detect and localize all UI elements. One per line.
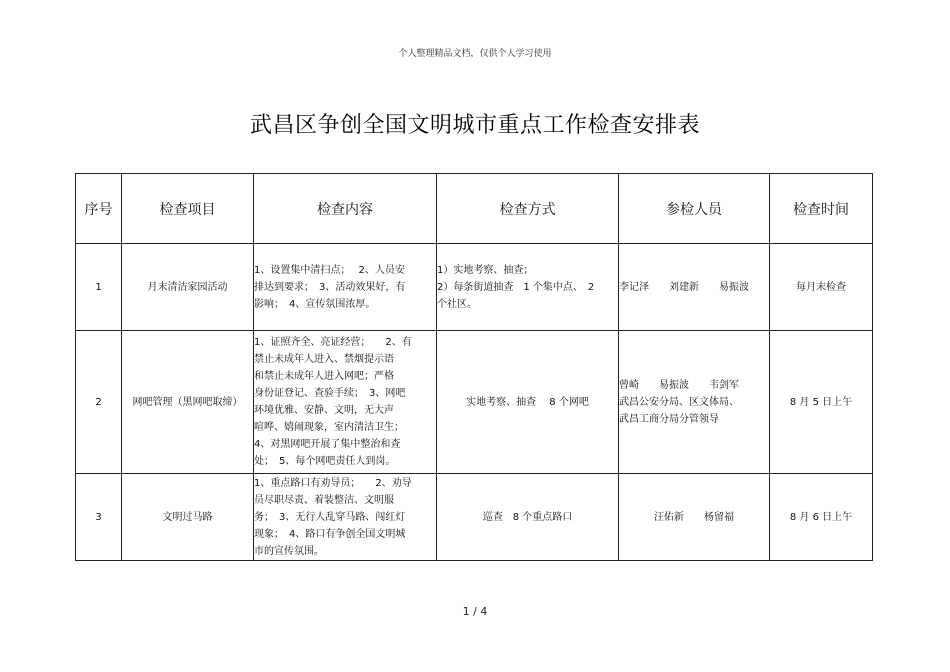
table-row	[76, 474, 873, 561]
cell-no: 1	[76, 244, 122, 331]
cell-time: 8 月 5 日上午	[770, 331, 873, 474]
cell-people: 李记泽 刘建新 易振波	[619, 244, 770, 331]
cell-item: 网吧管理（黑网吧取缔）	[122, 331, 254, 474]
cell-no: 3	[76, 474, 122, 561]
cell-people: 汪佑新 杨留福	[619, 474, 770, 561]
cell-method: 巡查 8 个重点路口	[437, 474, 619, 561]
table-row	[76, 244, 873, 331]
cell-method: 实地考察、抽查 8 个网吧	[437, 331, 619, 474]
header-content: 检查内容	[254, 174, 437, 244]
cell-item: 月末清洁家园活动	[122, 244, 254, 331]
table-header-row	[76, 174, 873, 244]
cell-method: 1）实地考察、抽查； 2）每条街道抽查 1 个集中点、 2 个社区。	[437, 244, 619, 331]
header-watermark: 个人整理精品文档，仅供个人学习使用	[398, 49, 552, 59]
cell-people: 曾崎 易振波 韦剑军 武昌公安分局、区文体局、 武昌工商分局分管领导	[619, 331, 770, 474]
cell-content: 1、证照齐全、亮证经营； 2、有 禁止未成年人进入、禁烟提示语 和禁止未成年人进入网吧；严格 身份证登记、查验手续； 3、网吧 环境优雅、安静、文明，无大声 喧哗、嬉闹现象，室内清洁卫生； 4、对黑网吧开展了集中整治和查 处； 5、每个网吧责任人到岗。	[254, 331, 437, 474]
cell-content: 1、重点路口有劝导员； 2、劝导 员尽职尽责、着装整洁、文明服 务； 3、无行人乱穿马路、闯红灯 现象； 4、路口有争创全国文明城 市的宣传氛围。	[254, 474, 437, 561]
cell-content: 1、设置集中清扫点； 2、人员安 排达到要求； 3、活动效果好，有 影响； 4、宣传氛围浓厚。	[254, 244, 437, 331]
cell-time: 8 月 6 日上午	[770, 474, 873, 561]
header-method: 检查方式	[437, 174, 619, 244]
inspection-table	[75, 173, 873, 561]
header-time: 检查时间	[770, 174, 873, 244]
table-row	[76, 331, 873, 474]
header-no: 序号	[76, 174, 122, 244]
page-number: 1 / 4	[462, 605, 488, 618]
page-title: 武昌区争创全国文明城市重点工作检查安排表	[249, 113, 700, 138]
header-item: 检查项目	[122, 174, 254, 244]
cell-time: 每月末检查	[770, 244, 873, 331]
cell-item: 文明过马路	[122, 474, 254, 561]
header-people: 参检人员	[619, 174, 770, 244]
cell-no: 2	[76, 331, 122, 474]
